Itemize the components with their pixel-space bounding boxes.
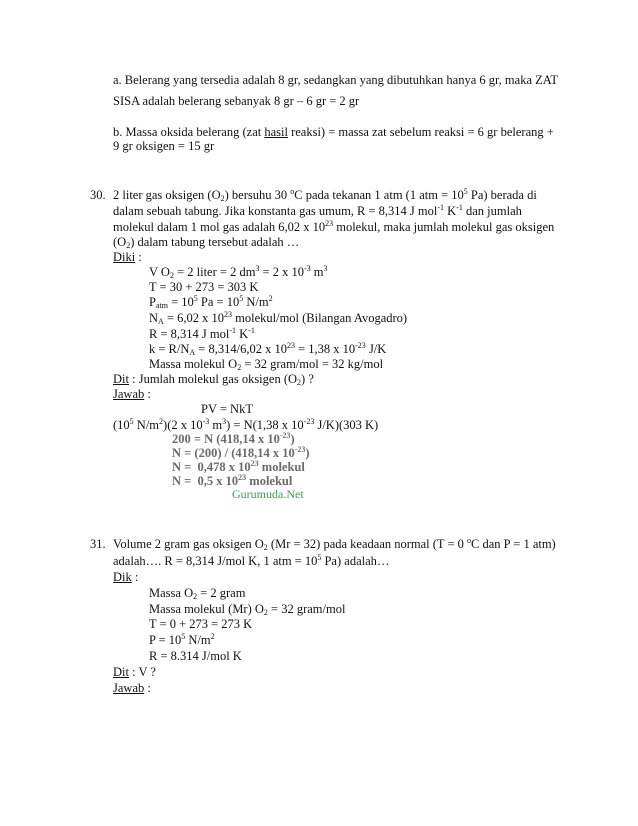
q30-image-step: 200 = N (418,14 x $10^{-23}$) [172, 431, 295, 446]
section-b-line-1 [113, 125, 554, 139]
q30-jawab-label: Jawab [113, 387, 145, 401]
q30-known-item: $N_A = 6,02$ x $10^{23}$ molekul/mol (Bilangan Avogadro) [149, 310, 408, 326]
q30-number: 30. [90, 188, 106, 202]
q30-dit-label: Dit [113, 372, 129, 386]
q30-statement-line: dalam sebuah tabung. Jika konstanta gas umum, R = 8,314 J mol$^{-1}$ $K^{-1}$ dan jumlah [113, 203, 522, 218]
q31-jawab [113, 681, 151, 695]
section-b-hasil: hasil [264, 125, 288, 139]
q30-known-item: $k = R/N_A = 8,314/6,02$ x $10^{23} = 1,38$ x $10^{-23}$ J/K [149, 341, 387, 357]
q30-dit-text: : Jumlah molekul gas oksigen $(O_2)$ ? [128, 372, 314, 387]
section-b-pre: b. Massa oksida belerang (zat [113, 125, 265, 139]
q30-jawab [113, 387, 151, 401]
q30-known-item: T = 30 + 273 = 303 K [149, 280, 259, 294]
q30-known-item: V $O_2 = 2$ liter = 2 $dm^3 = 2$ x $10^{-3}$ $m^3$ [149, 264, 328, 280]
q30-jawab-colon: : [144, 387, 151, 401]
q30-diki-colon: : [135, 250, 142, 264]
q30-statement-line: $(O_2)$ dalam tabung tersebut adalah … [113, 235, 300, 250]
q30-formula: PV = NkT [201, 402, 253, 416]
q30-statement-line: 2 liter gas oksigen $(O_2)$ bersuhu 30 $^o$C pada tekanan 1 atm (1 atm = $10^5$ Pa) berada di [113, 187, 537, 203]
q30-image-step: N = 0,5 x $10^{23}$ molekul [172, 473, 293, 488]
section-a-line-1: a. Belerang yang tersedia adalah 8 gr, sedangkan yang dibutuhkan hanya 6 gr, maka ZAT [113, 73, 559, 87]
q31-dit [113, 665, 156, 679]
q30-image-step: N = 0,478 x $10^{23}$ molekul [172, 459, 305, 474]
q31-dik-heading [113, 570, 138, 584]
q31-dit-text: : V ? [128, 665, 156, 679]
q30-image-step: N = (200) / (418,14 x $10^{-23}$) [172, 445, 310, 460]
q31-known-item: Massa $O_2 = 2$ gram [149, 586, 246, 601]
q31-known-item: R = 8.314 J/mol K [149, 649, 242, 663]
section-b-line-2: 9 gr oksigen = 15 gr [113, 139, 215, 153]
q31-dik-label: Dik [113, 570, 132, 584]
q31-jawab-colon: : [144, 681, 151, 695]
q31-statement-line: Volume 2 gram gas oksigen $O_2$ (Mr = 32) pada keadaan normal (T = 0 $^o$C dan P = 1 atm) [113, 536, 556, 552]
q30-diki-label: Diki [113, 250, 136, 264]
q31-jawab-label: Jawab [113, 681, 145, 695]
q30-substitution: ($10^5$ $N/m^2)(2$ x $10^{-3}$ $m^3) = N(1,38$ x $10^{-23}$ J/K)(303 K) [113, 417, 379, 432]
q31-known-item: T = 0 + 273 = 273 K [149, 617, 253, 631]
q31-statement-line: adalah…. R = 8,314 J/mol K, 1 atm = $10^5$ Pa) adalah… [113, 553, 390, 568]
q31-dik-colon: : [131, 570, 139, 584]
q31-number: 31. [90, 537, 106, 551]
gurumuda-watermark: Gurumuda.Net [232, 487, 304, 501]
q30-known-item: $P_{atm} = 10^5$ $Pa = 10^5$ $N/m^2$ [149, 294, 273, 310]
q31-known-item: Massa molekul (Mr) $O_2 = 32$ gram/mol [149, 602, 346, 617]
q31-dit-label: Dit [113, 665, 129, 679]
q30-diki-heading [113, 250, 142, 264]
section-a-line-2: SISA adalah belerang sebanyak 8 gr – 6 gr = 2 gr [113, 94, 360, 108]
section-b-post: reaksi) = massa zat sebelum reaksi = 6 gr belerang + [287, 125, 554, 139]
q30-dit [113, 372, 314, 386]
q31-known-item: $P = 10^5$ $N/m^2$ [149, 632, 215, 647]
q30-known-item: Massa molekul $O_2 = 32$ gram/mol = 32 kg/mol [149, 357, 384, 372]
q30-known-item: R = 8,314 J mol$^{-1}$ $K^{-1}$ [149, 326, 255, 341]
q30-statement-line: molekul dalam 1 mol gas adalah 6,02 x $10^{23}$ molekul, maka jumlah molekul gas oksigen [113, 219, 555, 234]
